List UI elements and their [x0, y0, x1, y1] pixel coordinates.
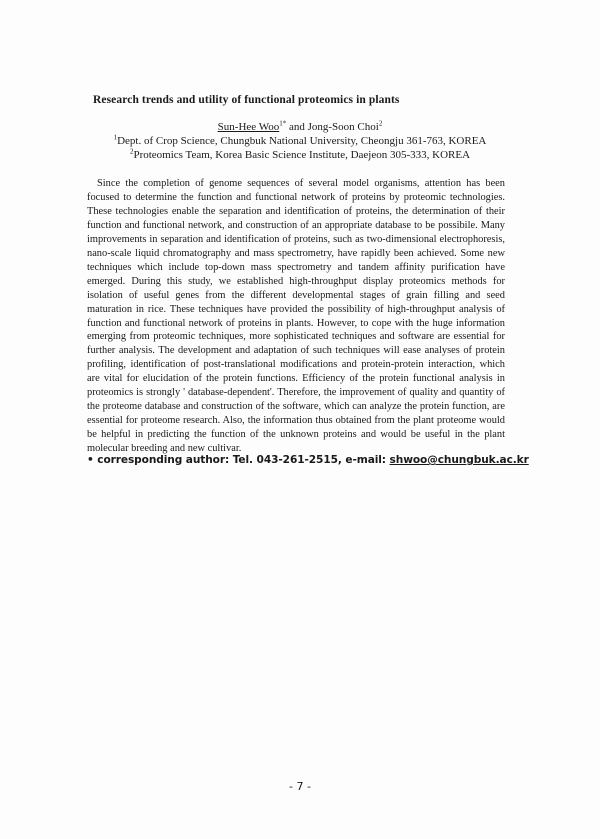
affiliation-2-text: Proteomics Team, Korea Basic Science Institute, Daejeon 305-333, KOREA — [133, 149, 471, 161]
affiliation-2 — [0, 148, 600, 162]
affiliation-1-text: Dept. of Crop Science, Chungbuk National University, Cheongju 361-763, KOREA — [117, 135, 487, 147]
author-line — [0, 120, 600, 134]
author-conjunction: and — [286, 121, 308, 133]
author-block — [0, 120, 600, 162]
corresponding-email-link[interactable]: shwoo@chungbuk.ac.kr — [389, 454, 529, 466]
affiliation-2-mark: 2 — [129, 147, 134, 156]
page-number: - 7 - — [289, 780, 311, 793]
author-2-mark: 2 — [378, 119, 383, 128]
author-1-name: Sun-Hee Woo — [217, 121, 280, 133]
paper-title: Research trends and utility of functional proteomics in plants — [93, 94, 400, 106]
affiliation-1-mark: 1 — [113, 133, 118, 142]
author-2-name: Jong-Soon Choi — [307, 121, 379, 133]
corresponding-author-line — [87, 454, 529, 466]
author-1-mark: 1* — [279, 119, 287, 128]
corresponding-prefix: • corresponding author: Tel. 043-261-2515, e-mail: — [87, 454, 390, 466]
abstract-paragraph: Since the completion of genome sequences of several model organisms, attention has been focused to determine the function and functional network of proteins by proteomic technologies. These technologies enable the separation and identification of proteins, the determination of their function and functional network, and construction of an appropriate database to be possibile. Many improvements in separation and identification of proteins, such as two-dimensional electrophoresis, nano-scale liquid chromatography and mass spectrometry, have rapidly been achieved. Some new techniques which include top-down mass spectrometry and tandem affinity purification have emerged. During this study, we established high-throughput display proteomics methods for isolation of useful genes from the different developmental stages of grain filling and seed maturation in rice. These techniques have provided the possibility of high-throughput analysis of function and functional network of proteins in plants. However, to cope with the huge information emerging from proteomic techniques, more sophisticated techniques and software are essential for further analysis. The development and adaptation of such techniques will ease analyses of protein profiling, identification of post-translational modifications and protein-protein interaction, which are vital for elucidation of the protein functions. Efficiency of the protein functional analysis in proteomics is strongly ' database-dependent'. Therefore, the improvement of quality and quantity of the proteome database and construction of the software, which can analyze the protein function, are essential for proteome research. Also, the information thus obtained from the plant proteome would be helpful in predicting the function of the unknown proteins and would be useful in the plant molecular breeding and new cultivar. — [87, 178, 505, 455]
affiliation-1 — [0, 134, 600, 148]
